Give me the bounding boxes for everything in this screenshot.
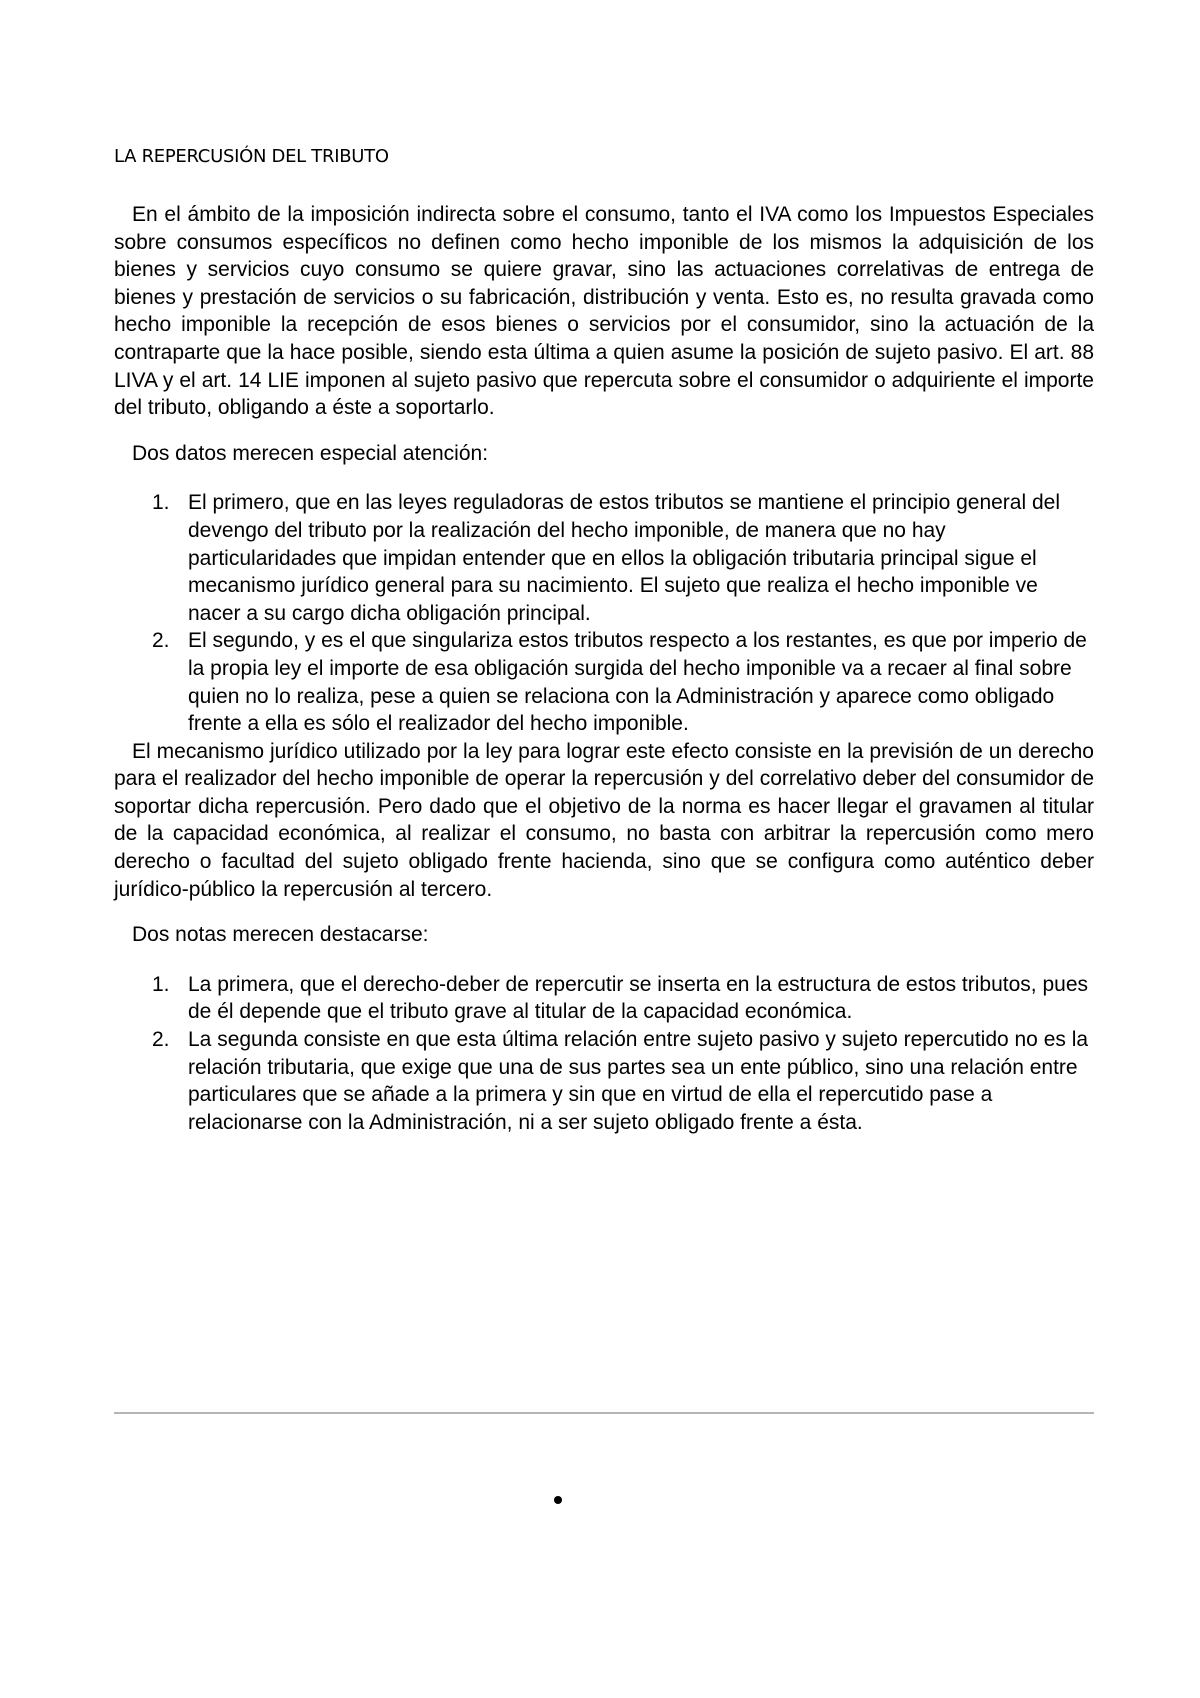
horizontal-divider (114, 1412, 1094, 1414)
list-item-number: 1. (152, 972, 170, 996)
list-item-text: La primera, que el derecho-deber de repercutir se inserta en la estructura de estos tributos, pues de él depende que el tributo grave al titular de la capacidad económica. (188, 972, 1088, 1024)
bullet-dot-icon (554, 1496, 562, 1504)
list-item (114, 489, 1094, 627)
list-item-text: El primero, que en las leyes reguladoras de estos tributos se mantiene el principio general del devengo del tributo por la realización del hecho imponible, de manera que no hay particularidades que impidan entender que en ellos la obligación tributaria principal sigue el mecanismo jurídico general para su nacimiento. El sujeto que realiza el hecho imponible ve nacer a su cargo dicha obligación principal. (188, 491, 1060, 625)
list-lead-notas: Dos notas merecen destacarse: (132, 923, 429, 947)
list-item (114, 627, 1094, 737)
list-item-number: 2. (152, 629, 170, 653)
list-item (114, 971, 1094, 1026)
paragraph-mecanismo: El mecanismo jurídico utilizado por la ley para lograr este efecto consiste en la previsión de un derecho para el realizador del hecho imponible de operar la repercusión y del correlativo deber del consumidor de soportar dicha repercusión. Pero dado que el objetivo de la norma es hacer llegar el gravamen al titular de la capacidad económica, al realizar el consumo, no basta con arbitrar la repercusión como mero derecho o facultad del sujeto obligado frente hacienda, sino que se configura como auténtico deber jurídico-público la repercusión al tercero. (114, 739, 1094, 901)
list-item-text: El segundo, y es el que singulariza estos tributos respecto a los restantes, es que por imperio de la propia ley el importe de esa obligación surgida del hecho imponible va a recaer al final sobre quien no lo realiza, pese a quien se relaciona con la Administración y aparece como obligado frente a ella es sólo el realizador del hecho imponible. (188, 629, 1087, 736)
list-item (114, 1026, 1094, 1136)
list-notas (114, 971, 1094, 1137)
list-item-text: La segunda consiste en que esta última relación entre sujeto pasivo y sujeto repercutido no es la relación tributaria, que exige que una de sus partes sea un ente público, sino una relación entre particulares que se añade a la primera y sin que en virtud de ella el repercutido pase a relacionarse con la Administración, ni a ser sujeto obligado frente a ésta. (188, 1028, 1089, 1134)
list-lead-datos: Dos datos merecen especial atención: (132, 441, 489, 465)
document-heading: LA REPERCUSIÓN DEL TRIBUTO (114, 146, 389, 167)
document-body (114, 146, 1094, 1136)
list-item-number: 2. (152, 1028, 170, 1052)
list-datos (114, 489, 1094, 737)
paragraph-intro: En el ámbito de la imposición indirecta sobre el consumo, tanto el IVA como los Impuestos Especiales sobre consumos específicos no definen como hecho imponible de los mismos la adquisición de los bienes y servicios cuyo consumo se quiere gravar, sino las actuaciones correlativas de entrega de bienes y prestación de servicios o su fabricación, distribución y venta. Esto es, no resulta gravada como hecho imponible la recepción de esos bienes o servicios por el consumidor, sino la actuación de la contraparte que la hace posible, siendo esta última a quien asume la posición de sujeto pasivo. El art. 88 LIVA y el art. 14 LIE imponen al sujeto pasivo que repercuta sobre el consumidor o adquiriente el importe del tributo, obligando a éste a soportarlo. (114, 203, 1094, 420)
list-item-number: 1. (152, 491, 170, 515)
